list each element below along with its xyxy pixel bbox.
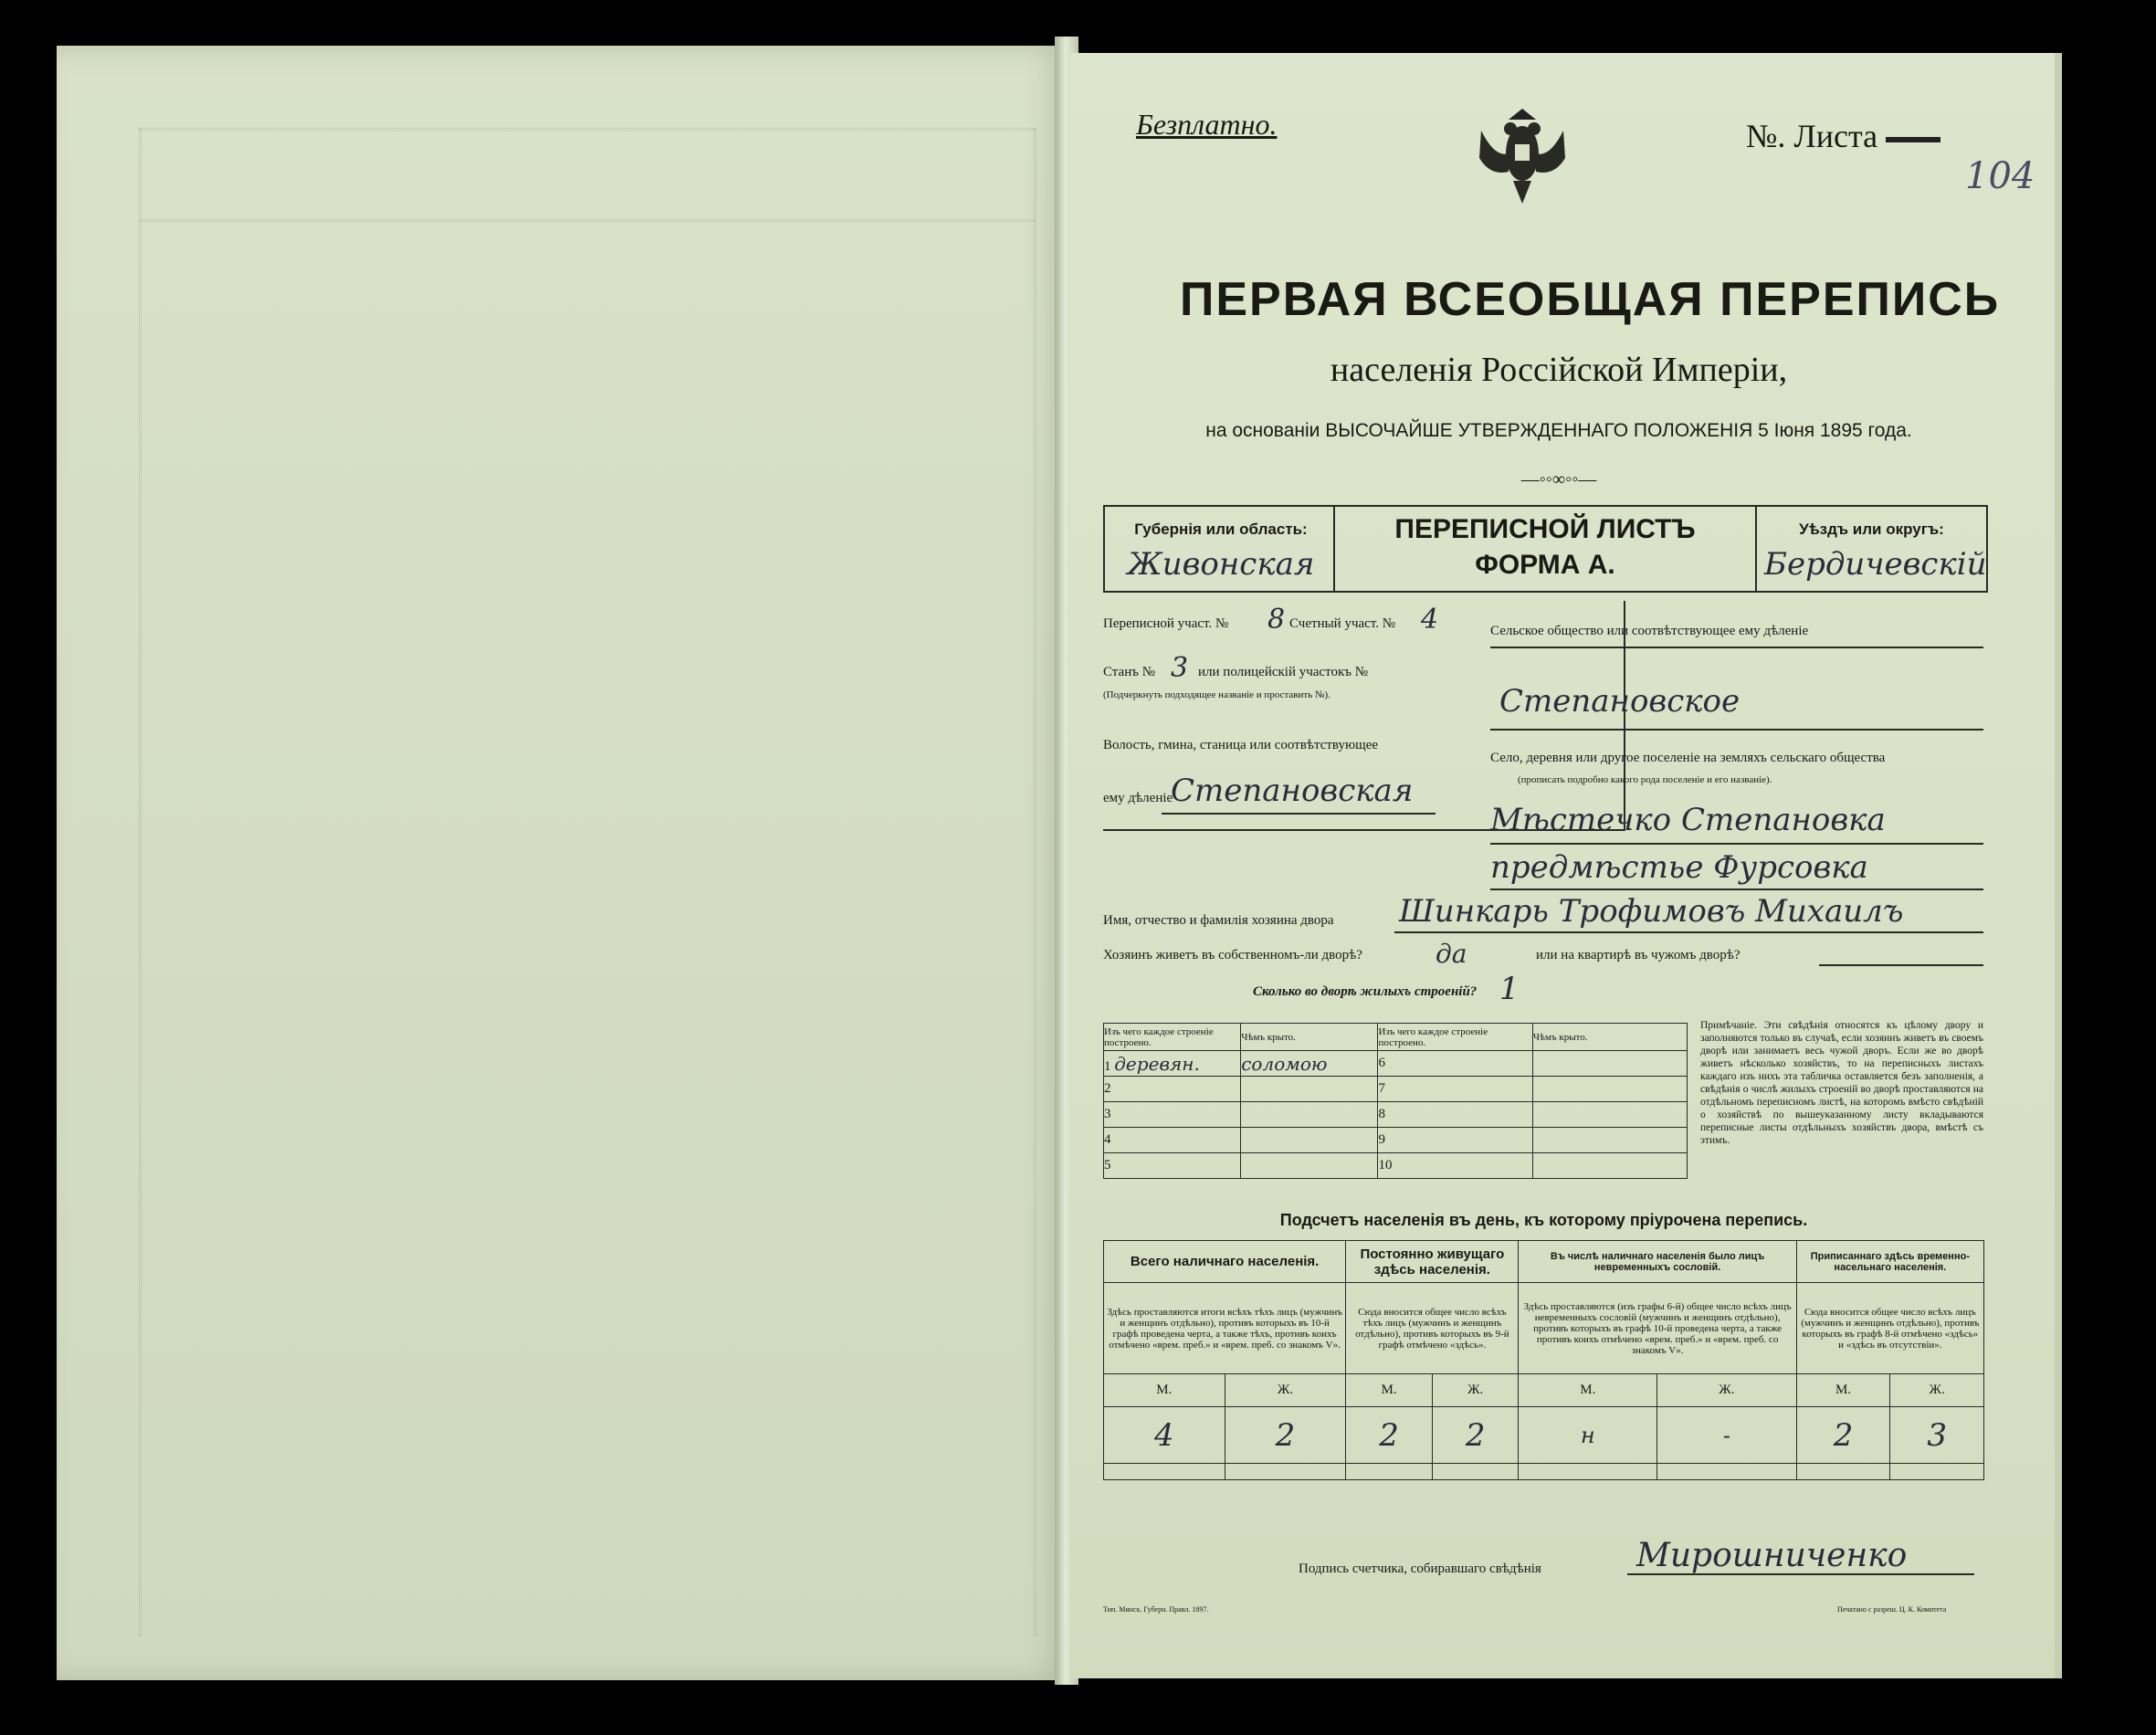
census-district-label: Переписной участ. № — [1103, 616, 1229, 631]
owner-value: Шинкарь Трофимовъ Михаилъ — [1399, 893, 1904, 930]
col-roof-header: Чѣмъ крыто. — [1532, 1031, 1588, 1043]
police-label: или полицейскій участокъ № — [1198, 665, 1369, 679]
material-value: деревян. — [1114, 1052, 1200, 1075]
table-cell — [1346, 1464, 1433, 1480]
population-table — [1103, 1240, 1984, 1480]
table-row — [1104, 1128, 1688, 1153]
signature-value: Мирошниченко — [1636, 1537, 1908, 1574]
row-number: 10 — [1378, 1153, 1532, 1179]
roof-value: соломою — [1241, 1051, 1378, 1077]
ghost-rule — [139, 219, 1036, 222]
present-female-count: 2 — [1225, 1407, 1346, 1464]
footer-printer-right: Печатано с разреш. Ц. К. Комитета — [1837, 1605, 1947, 1614]
table-cell — [1890, 1464, 1984, 1480]
table-cell — [1532, 1051, 1687, 1077]
registered-male-count: 2 — [1796, 1407, 1890, 1464]
table-row — [1104, 1102, 1688, 1128]
sheet-number-label: №. Листа — [1746, 118, 1878, 154]
row-number: 4 — [1104, 1128, 1241, 1153]
table-cell — [1532, 1102, 1687, 1128]
form-subtitle: ФОРМА А. — [1475, 550, 1615, 580]
table-row — [1104, 1153, 1688, 1179]
col-desc: Здѣсь проставляются (изъ графы 6-й) общее число всѣхъ лицъ невременныхъ сословій (мужчинъ и женщинъ отдѣльно), противъ которыхъ въ графѣ 10-й проведена черта, а также противъ коихъ отмѣчено «врем. преб.» и «врем. преб. со знакомъ V». — [1519, 1283, 1796, 1374]
signature-label: Подпись счетчика, собиравшаго свѣдѣнія — [1299, 1562, 1541, 1576]
divider — [1755, 505, 1757, 591]
society-label: Сельское общество или соотвѣтствующее ему дѣленіе — [1490, 624, 1809, 638]
registered-female-count: 3 — [1890, 1407, 1984, 1464]
male-label: М. — [1346, 1374, 1433, 1407]
sheet-number-value: 104 — [1965, 155, 2035, 197]
fill-line — [1490, 889, 1983, 890]
permanent-male-count: 2 — [1346, 1407, 1433, 1464]
female-label: Ж. — [1432, 1374, 1519, 1407]
table-cell — [1241, 1102, 1378, 1128]
ghost-rule — [139, 128, 142, 1636]
count-district-label: Счетный участ. № — [1289, 616, 1396, 631]
table-cell — [1532, 1153, 1687, 1179]
stan-label: Станъ № — [1103, 665, 1156, 679]
table-header — [1378, 1024, 1532, 1051]
col-material-header: Изъ чего каждое строеніе построено. — [1378, 1025, 1488, 1048]
divider — [1333, 505, 1335, 591]
row-number: 8 — [1378, 1102, 1532, 1128]
table-cell — [1532, 1077, 1687, 1102]
row-number: 5 — [1104, 1153, 1241, 1179]
col-material-header: Изъ чего каждое строеніе построено. — [1104, 1025, 1214, 1048]
own-yard-value: да — [1436, 939, 1467, 969]
table-header — [1532, 1024, 1687, 1051]
uezd-label: Уѣздъ или округъ: — [1799, 520, 1944, 538]
table-header — [1241, 1024, 1378, 1051]
female-label: Ж. — [1225, 1374, 1346, 1407]
table-cell — [1657, 1464, 1797, 1480]
buildings-label: Сколько во дворѣ жилыхъ строеній? — [1253, 984, 1478, 999]
fill-line — [1490, 647, 1983, 648]
table-row — [1104, 1051, 1688, 1077]
volost-label: Волость, гмина, станица или соотвѣтствующее — [1103, 738, 1379, 752]
note-paragraph: Примѣчаніе. Эти свѣдѣнія относятся къ цѣлому двору и заполняются только въ случаѣ, если хозяинъ живетъ въ своемъ дворѣ или занимаетъ весь чужой дворъ. Если же во дворѣ живетъ нѣсколько хозяйствъ, то на переписныхъ листахъ каждаго изъ нихъ эта табличка оставляется безъ заполненія, а свѣдѣнія о числѣ жилыхъ строеній во дворѣ проставляются на отдѣльномъ переписномъ листѣ, на которомъ вмѣсто свѣдѣній о хозяйствѣ по вышеуказанному листу вкладываются переписные листы отдѣльныхъ хозяйствъ двора, вмѣстѣ съ этимъ. — [1700, 1020, 1983, 1146]
row-number: 1 — [1104, 1058, 1111, 1074]
count-district-value: 4 — [1421, 604, 1439, 636]
signature-line — [1627, 1573, 1974, 1575]
census-subtitle: населенія Россійской Имперіи, — [1330, 351, 1788, 389]
form-title: ПЕРЕПИСНОЙ ЛИСТЪ — [1394, 514, 1696, 544]
buildings-table — [1103, 1023, 1688, 1179]
table-cell — [1104, 1051, 1241, 1077]
uezd-value: Бердичевскій — [1764, 546, 1987, 583]
col-head-permanent: Постоянно живущаго здѣсь населенія. — [1346, 1241, 1519, 1283]
male-label: М. — [1519, 1374, 1657, 1407]
census-title: ПЕРВАЯ ВСЕОБЩАЯ ПЕРЕПИСЬ — [1180, 273, 2001, 326]
male-label: М. — [1796, 1374, 1890, 1407]
population-title: Подсчетъ населенія въ день, къ которому пріурочена перепись. — [1279, 1211, 1808, 1229]
fill-line — [1394, 931, 1983, 933]
table-cell — [1432, 1464, 1519, 1480]
fill-line — [1490, 729, 1983, 731]
col-head-present: Всего наличнаго населенія. — [1104, 1241, 1346, 1283]
col-desc: Сюда вносится общее число всѣхъ лицъ (мужчинъ и женщинъ отдѣльно), противъ которыхъ въ графѣ 8-й отмѣчено «здѣсь» и «здѣсь въ отсутствіи». — [1796, 1283, 1983, 1374]
buildings-value: 1 — [1499, 971, 1520, 1007]
volost-value: Степановская — [1171, 773, 1414, 809]
fill-line — [1819, 964, 1983, 966]
stan-value: 3 — [1171, 652, 1189, 684]
gubernia-label: Губернія или область: — [1134, 520, 1308, 538]
ghost-rule — [139, 128, 1036, 131]
table-cell — [1519, 1464, 1657, 1480]
table-header — [1104, 1024, 1241, 1051]
table-cell — [1796, 1464, 1890, 1480]
own-yard-label: Хозяинъ живетъ въ собственномъ-ли дворѣ? — [1103, 948, 1362, 962]
volost-label-2: ему дѣленіе — [1103, 791, 1173, 805]
male-label: М. — [1104, 1374, 1225, 1407]
village-label: Село, деревня или другое поселеніе на земляхъ сельскаго общества — [1490, 751, 1886, 765]
col-desc: Здѣсь проставляются итоги всѣхъ тѣхъ лицъ (мужчинъ и женщинъ отдѣльно), противъ которыхъ въ 10-й графѣ проведена черта, а также тѣхъ, противъ коихъ отмѣчено «врем. преб.» и «врем. преб. со знакомъ V». — [1104, 1283, 1346, 1374]
fill-line — [1490, 843, 1983, 845]
col-head-estates: Въ числѣ наличнаго населенія было лицъ невременныхъ сословій. — [1519, 1241, 1796, 1283]
female-label: Ж. — [1657, 1374, 1797, 1407]
left-blank-page — [57, 46, 1068, 1680]
col-head-registered: Приписаннаго здѣсь временно-насельнаго населенія. — [1796, 1241, 1983, 1283]
table-row — [1104, 1077, 1688, 1102]
table-cell — [1241, 1153, 1378, 1179]
estates-female-count: - — [1657, 1407, 1797, 1464]
ghost-rule — [1034, 128, 1036, 1636]
imperial-eagle-emblem — [1472, 103, 1572, 213]
census-district-value: 8 — [1267, 604, 1286, 636]
village-note: (прописать подробно какого рода поселеніе и его названіе). — [1518, 774, 1772, 785]
row-number: 9 — [1378, 1128, 1532, 1153]
gubernia-value: Живонская — [1127, 546, 1315, 583]
row-number: 3 — [1104, 1102, 1241, 1128]
apartment-label: или на квартирѣ въ чужомъ дворѣ? — [1536, 948, 1741, 962]
free-label: Безплатно. — [1136, 108, 1278, 141]
permanent-female-count: 2 — [1432, 1407, 1519, 1464]
table-cell — [1225, 1464, 1346, 1480]
census-form-page — [1070, 53, 2062, 1678]
row-number: 7 — [1378, 1077, 1532, 1102]
estates-male-count: н — [1519, 1407, 1657, 1464]
col-roof-header: Чѣмъ крыто. — [1241, 1031, 1296, 1043]
female-label: Ж. — [1890, 1374, 1984, 1407]
census-basis: на основаніи ВЫСОЧАЙШЕ УТВЕРЖДЕННАГО ПОЛОЖЕНІЯ 5 Іюня 1895 года. — [1205, 420, 1912, 441]
table-cell — [1241, 1077, 1378, 1102]
underline-note: (Подчеркнуть подходящее названіе и проставить №). — [1103, 689, 1330, 700]
village-value-2: предмѣстье Фурсовка — [1490, 849, 1868, 886]
present-male-count: 4 — [1104, 1407, 1225, 1464]
footer-printer-left: Тип. Минск. Губерн. Правл. 1897. — [1103, 1605, 1209, 1614]
society-value: Степановское — [1499, 683, 1741, 720]
village-value-1: Мѣстечко Степановка — [1490, 802, 1886, 838]
scratched-mark — [1886, 137, 1940, 142]
sheet-number-block — [1746, 117, 1940, 155]
col-desc: Сюда вносится общее число всѣхъ тѣхъ лицъ (мужчинъ и женщинъ отдѣльно), противъ которыхъ въ 9-й графѣ отмѣчено «здѣсь». — [1346, 1283, 1519, 1374]
table-cell — [1532, 1128, 1687, 1153]
table-cell — [1241, 1128, 1378, 1153]
owner-label: Имя, отчество и фамилія хозяина двора — [1103, 913, 1334, 928]
row-number: 2 — [1104, 1077, 1241, 1102]
table-cell — [1104, 1464, 1225, 1480]
row-number: 6 — [1378, 1051, 1532, 1077]
ornament-divider: —◦◦∞◦◦— — [1520, 469, 1597, 489]
